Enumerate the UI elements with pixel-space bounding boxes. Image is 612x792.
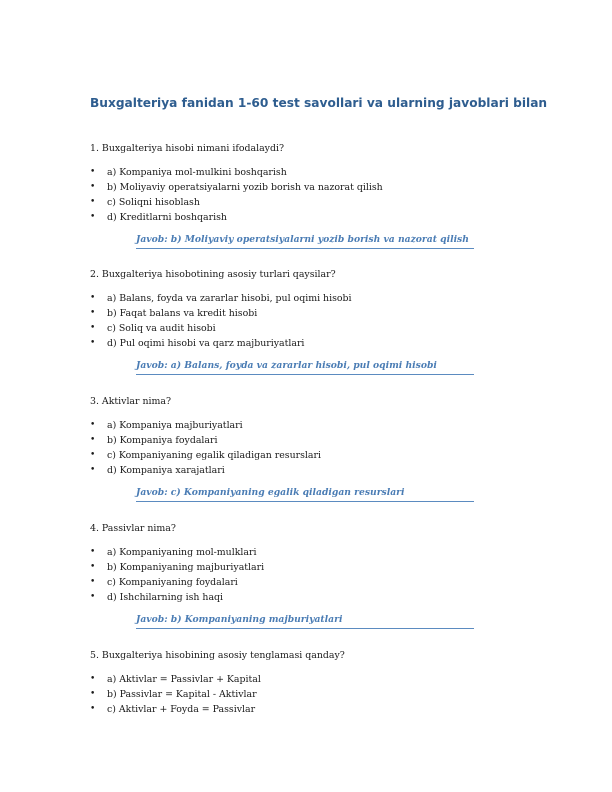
- bullet-icon: •: [90, 435, 96, 445]
- option-item: [90, 702, 490, 717]
- bullet-icon: •: [90, 308, 96, 318]
- bullet-icon: •: [90, 577, 96, 587]
- question-block-3: [90, 396, 490, 502]
- option-text: a) Balans, foyda va zararlar hisobi, pul oqimi hisobi: [107, 293, 352, 304]
- option-text: c) Kompaniyaning foydalari: [107, 577, 238, 588]
- option-item: [90, 575, 490, 590]
- bullet-icon: •: [90, 465, 96, 475]
- option-item: [90, 210, 490, 225]
- bullet-icon: •: [90, 704, 96, 714]
- question-text: 1. Buxgalteriya hisobi nimani ifodalaydi?: [90, 143, 285, 154]
- bullet-icon: •: [90, 592, 96, 602]
- option-text: c) Soliq va audit hisobi: [107, 323, 216, 334]
- option-text: d) Ishchilarning ish haqi: [107, 592, 224, 603]
- option-list: [90, 545, 490, 605]
- option-item: [90, 306, 490, 321]
- option-text: b) Passivlar = Kapital - Aktivlar: [107, 689, 257, 700]
- answer-line: Javob: b) Kompaniyaning majburiyatlari: [136, 614, 474, 629]
- bullet-icon: •: [90, 197, 96, 207]
- answer-line: Javob: c) Kompaniyaning egalik qiladigan resurslari: [136, 487, 474, 502]
- option-list: [90, 672, 490, 717]
- option-item: [90, 448, 490, 463]
- option-text: d) Pul oqimi hisobi va qarz majburiyatlari: [107, 338, 305, 349]
- option-item: [90, 560, 490, 575]
- document-title: Buxgalteriya fanidan 1-60 test savollari va ularning javoblari bilan: [90, 96, 548, 110]
- option-item: [90, 687, 490, 702]
- bullet-icon: •: [90, 167, 96, 177]
- option-list: [90, 165, 490, 225]
- question-block-4: [90, 523, 490, 629]
- option-text: d) Kompaniya xarajatlari: [107, 465, 225, 476]
- option-text: a) Kompaniya majburiyatlari: [107, 420, 243, 431]
- option-text: a) Kompaniya mol-mulkini boshqarish: [107, 167, 287, 178]
- option-text: b) Moliyaviy operatsiyalarni yozib borish va nazorat qilish: [107, 182, 383, 193]
- option-text: c) Soliqni hisoblash: [107, 197, 200, 208]
- option-list: [90, 291, 490, 351]
- option-item: [90, 418, 490, 433]
- option-text: b) Faqat balans va kredit hisobi: [107, 308, 258, 319]
- bullet-icon: •: [90, 338, 96, 348]
- option-item: [90, 590, 490, 605]
- question-text: 5. Buxgalteriya hisobining asosiy tenglamasi qanday?: [90, 650, 345, 661]
- question-block-1: [90, 143, 490, 249]
- bullet-icon: •: [90, 674, 96, 684]
- option-item: [90, 321, 490, 336]
- bullet-icon: •: [90, 212, 96, 222]
- answer-line: Javob: b) Moliyaviy operatsiyalarni yozib borish va nazorat qilish: [136, 234, 474, 249]
- option-text: b) Kompaniya foydalari: [107, 435, 218, 446]
- bullet-icon: •: [90, 420, 96, 430]
- option-item: [90, 291, 490, 306]
- option-item: [90, 165, 490, 180]
- option-list: [90, 418, 490, 478]
- answer-line: Javob: a) Balans, foyda va zararlar hisobi, pul oqimi hisobi: [136, 360, 474, 375]
- option-item: [90, 433, 490, 448]
- bullet-icon: •: [90, 689, 96, 699]
- option-item: [90, 180, 490, 195]
- option-item: [90, 195, 490, 210]
- question-text: 3. Aktivlar nima?: [90, 396, 172, 407]
- bullet-icon: •: [90, 182, 96, 192]
- bullet-icon: •: [90, 547, 96, 557]
- option-item: [90, 463, 490, 478]
- option-item: [90, 672, 490, 687]
- option-item: [90, 336, 490, 351]
- question-text: 2. Buxgalteriya hisobotining asosiy turlari qaysilar?: [90, 269, 336, 280]
- question-block-5: [90, 650, 490, 717]
- question-block-2: [90, 269, 490, 375]
- question-text: 4. Passivlar nima?: [90, 523, 176, 534]
- option-text: a) Aktivlar = Passivlar + Kapital: [107, 674, 261, 685]
- option-text: c) Aktivlar + Foyda = Passivlar: [107, 704, 256, 715]
- option-text: a) Kompaniyaning mol-mulklari: [107, 547, 257, 558]
- bullet-icon: •: [90, 293, 96, 303]
- option-text: b) Kompaniyaning majburiyatlari: [107, 562, 265, 573]
- option-text: d) Kreditlarni boshqarish: [107, 212, 227, 223]
- bullet-icon: •: [90, 562, 96, 572]
- option-text: c) Kompaniyaning egalik qiladigan resurslari: [107, 450, 321, 461]
- bullet-icon: •: [90, 450, 96, 460]
- bullet-icon: •: [90, 323, 96, 333]
- option-item: [90, 545, 490, 560]
